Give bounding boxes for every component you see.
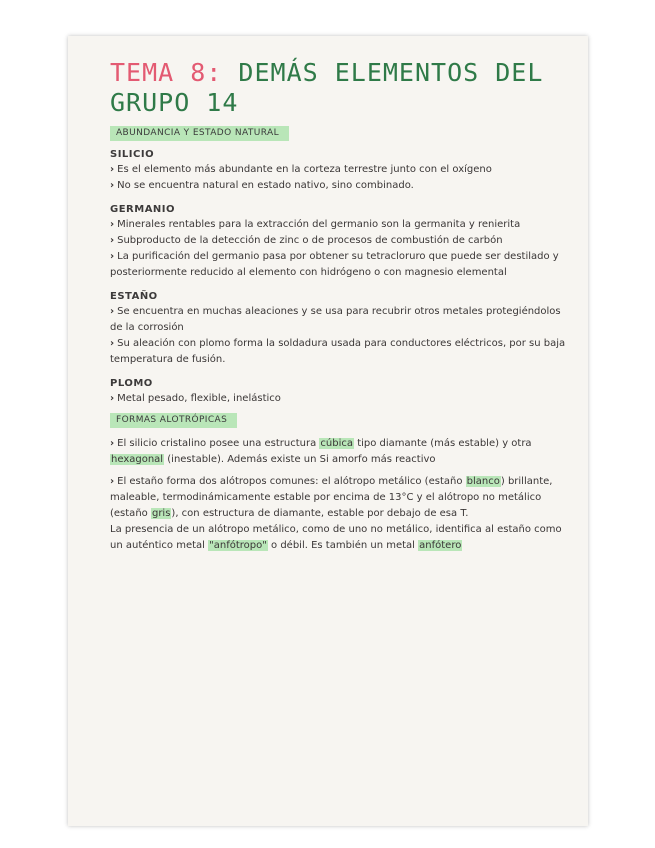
section-banner-formas: FORMAS ALOTRÓPICAS (110, 413, 237, 428)
paragraph-estano-anfotero: La presencia de un alótropo metálico, como de uno no metálico, identifica al estaño como un auténtico metal "anfótropo" o débil. Es también un metal anfótero (110, 524, 562, 551)
highlight-cubica: cúbica (320, 438, 354, 449)
title-tema: TEMA 8: (110, 58, 223, 87)
paragraph-estano-alotropos: › El estaño forma dos alótropos comunes: el alótropo metálico (estaño blanco) brillante, maleable, termodinámicamente estable por encima de 13°C y el alótropo no metálico (estaño gris), con estructura de diamante, estable por debajo de esa T. (110, 476, 553, 519)
list-item: › No se encuentra natural en estado nativo, sino combinado. (110, 180, 414, 191)
heading-plomo: PLOMO (110, 378, 153, 389)
bullet-arrow-icon: › (110, 393, 115, 404)
notebook-page (68, 36, 588, 826)
bullet-arrow-icon: › (110, 476, 115, 487)
list-item: › Subproducto de la detección de zinc o de procesos de combustión de carbón (110, 235, 503, 246)
bullet-arrow-icon: › (110, 251, 115, 262)
heading-estano: ESTAÑO (110, 291, 158, 302)
bullet-arrow-icon: › (110, 180, 115, 191)
list-item: › Se encuentra en muchas aleaciones y se usa para recubrir otros metales protegiéndolos de la corrosión (110, 306, 561, 333)
title-line1: DEMÁS ELEMENTOS DEL (238, 58, 544, 87)
list-item: › Su aleación con plomo forma la soldadura usada para conductores eléctricos, por su baja temperatura de fusión. (110, 338, 566, 365)
highlight-anfotropo: "anfótropo" (209, 540, 267, 551)
highlight-anfotero: anfótero (419, 540, 462, 551)
bullet-arrow-icon: › (110, 219, 115, 230)
heading-silicio: SILICIO (110, 149, 155, 160)
heading-germanio: GERMANIO (110, 204, 176, 215)
bullet-arrow-icon: › (110, 235, 115, 246)
page-content (110, 58, 568, 554)
list-item: › Es el elemento más abundante en la corteza terrestre junto con el oxígeno (110, 164, 492, 175)
highlight-hexagonal: hexagonal (111, 454, 164, 465)
title-line2: GRUPO 14 (110, 88, 239, 117)
bullet-arrow-icon: › (110, 338, 115, 349)
section-banner-abundancia: ABUNDANCIA Y ESTADO NATURAL (110, 126, 289, 141)
highlight-gris: gris (151, 508, 171, 519)
bullet-arrow-icon: › (110, 438, 115, 449)
bullet-arrow-icon: › (110, 164, 115, 175)
bullet-arrow-icon: › (110, 306, 115, 317)
page-title (110, 58, 568, 118)
list-item: › Minerales rentables para la extracción del germanio son la germanita y renierita (110, 219, 521, 230)
highlight-blanco: blanco (466, 476, 500, 487)
paragraph-silicio-alotropos: › El silicio cristalino posee una estructura cúbica tipo diamante (más estable) y otra hexagonal (inestable). Además existe un Si amorfo más reactivo (110, 438, 532, 465)
list-item: › La purificación del germanio pasa por obtener su tetracloruro que puede ser destilado y posteriormente reducido al elemento con hidrógeno o con magnesio elemental (110, 251, 559, 278)
list-item: › Metal pesado, flexible, inelástico (110, 393, 281, 404)
